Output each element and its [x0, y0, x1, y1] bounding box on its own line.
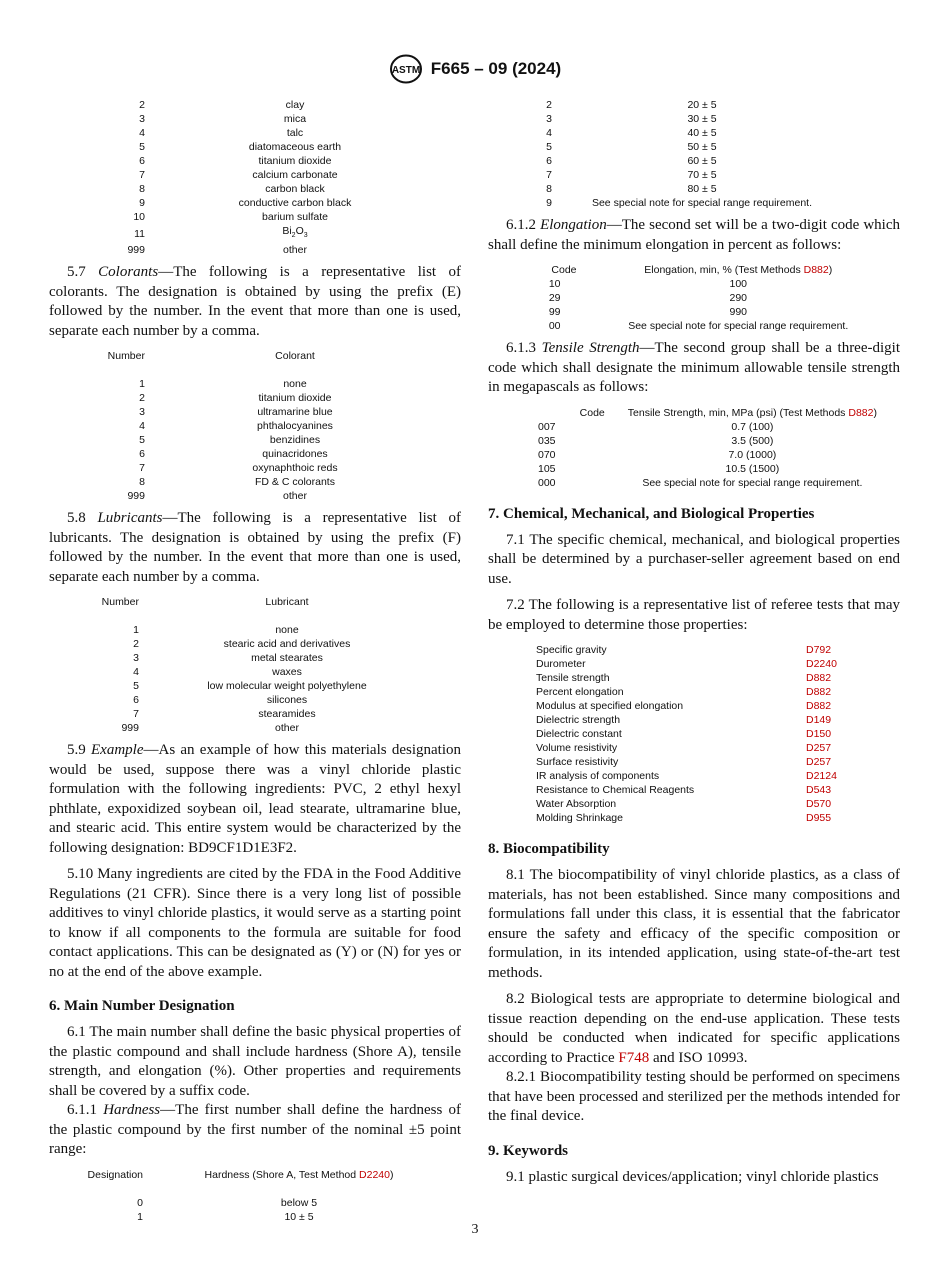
para-6-1-2: 6.1.2 Elongation—The second set will be a two-digit code which shall define the minimum elongation in percent as follows:	[488, 217, 900, 253]
page-number: 3	[471, 1222, 479, 1237]
table-header: Number Colorant	[107, 350, 315, 363]
fillers-table	[49, 98, 445, 257]
document-title: F665 – 09 (2024)	[430, 59, 562, 78]
table-row: 5 50 ± 5	[546, 141, 717, 153]
para-5-10: 5.10 Many ingredients are cited by the FDA in the Food Additive Regulations (21 CFR). Since there is a very long list of possible additives to vinyl chloride plastics, it would serve as a starting point to know if all components to the formula are suitable for food contact applications. This can be designated as (Y) or (N) for yes or no at the end of the above example.	[49, 866, 461, 980]
table-row: 4 phthalocyanines	[139, 420, 333, 433]
table-row: Percent elongation D882	[536, 685, 866, 699]
table-row: 035 3.5 (500)	[538, 434, 774, 447]
table-row: 999 other	[127, 244, 307, 257]
para-5-7: 5.7 Colorants—The following is a representative list of colorants. The designation is obtained by using the prefix (E) followed by the number. In the event that more than one is used, separate each number by a comma.	[49, 264, 461, 339]
ref-link[interactable]: D2124	[806, 770, 837, 782]
table-row: 6 60 ± 5	[546, 155, 717, 167]
table-row: 1 none	[139, 378, 307, 391]
lubricants-table	[49, 595, 435, 735]
ref-link[interactable]: F748	[618, 1049, 650, 1066]
right-column	[488, 98, 900, 1187]
table-row: 5 benzidines	[139, 434, 321, 447]
table-row: 11 $Bi_2O_3$	[49, 224, 445, 243]
ref-link[interactable]: D257	[806, 742, 832, 754]
table-row: 007 0.7 (100)	[538, 420, 774, 433]
table-row: 7 oxynaphthoic reds	[139, 462, 338, 475]
ref-link[interactable]: D882	[806, 700, 832, 712]
table-row: 7 calcium carbonate	[139, 169, 338, 181]
table-header: Code Elongation, min, % (Test Methods D882)	[551, 264, 833, 276]
table-row: 3 mica	[139, 113, 307, 125]
para-8-2: 8.2 Biological tests are appropriate to determine biological and tissue reaction depending on the end-use application. These tests should be conducted when indicated for specific applications according to Practice F748 and ISO 10993.	[488, 991, 900, 1066]
table-row: Tensile strength D882	[536, 671, 866, 685]
ref-link[interactable]: D2240	[806, 658, 837, 670]
table-row: 2 titanium dioxide	[139, 392, 332, 405]
table-header: Designation Hardness (Shore A, Test Method D2240)	[87, 1168, 394, 1181]
table-row: 99 990	[548, 306, 748, 318]
table-row: 5 diatomaceous earth	[139, 141, 342, 153]
table-row: 7 70 ± 5	[546, 169, 717, 181]
para-6-1-1: 6.1.1 Hardness—The first number shall define the hardness of the plastic compound by the first number of the nominal ±5 point range:	[49, 1102, 461, 1158]
table-row: 999 other	[127, 490, 307, 503]
table-row: 29 290	[548, 292, 748, 304]
ref-link[interactable]: D150	[806, 728, 832, 740]
table-row: 8 FD & C colorants	[139, 476, 335, 489]
table-row: IR analysis of components D2124	[536, 769, 866, 783]
table-row: 4 talc	[139, 127, 304, 139]
para-7-2: 7.2 The following is a representative list of referee tests that may be employed to determine those properties:	[488, 597, 900, 633]
svg-text:ASTM: ASTM	[391, 65, 420, 76]
table-row: 3 30 ± 5	[546, 113, 717, 125]
referee-tests-table	[536, 643, 866, 825]
table-row: Resistance to Chemical Reagents D543	[536, 783, 866, 797]
table-row: 3 ultramarine blue	[139, 406, 333, 419]
table-row: 1 none	[133, 624, 299, 637]
table-header: Code Tensile Strength, min, MPa (psi) (Test Methods D882)	[579, 406, 877, 419]
table-row: Volume resistivity D257	[536, 741, 866, 755]
table-row: 5 low molecular weight polyethylene	[133, 680, 367, 693]
table-row: 070 7.0 (1000)	[538, 448, 777, 461]
left-column	[49, 98, 461, 1230]
ref-link[interactable]: D792	[806, 644, 832, 656]
astm-logo-icon	[389, 54, 423, 84]
table-row: 105 10.5 (1500)	[538, 462, 780, 475]
para-5-9: 5.9 Example—As an example of how this materials designation would be used, suppose there was a vinyl chloride plastic formulation with the following ingredients: PVC, 2 ethyl hexyl phthlate, expoxidized soybean oil, lead stearate, ultramarine blue, and stearic acid. This entire system would be characterized by the following designation: BD9CF1D1E3F2.	[49, 742, 461, 856]
table-row: 6 quinacridones	[139, 448, 328, 461]
table-header: Number Lubricant	[101, 596, 309, 609]
table-row: Dielectric constant D150	[536, 727, 866, 741]
para-6-1-3: 6.1.3 Tensile Strength—The second group shall be a three-digit code which shall designate the minimum allowable tensile strength in megapascals as follows:	[488, 340, 900, 395]
ref-link[interactable]: D882	[806, 672, 832, 684]
table-row: 7 stearamides	[133, 708, 316, 721]
table-row: Dielectric strength D149	[536, 713, 866, 727]
table-row: Durometer D2240	[536, 657, 866, 671]
ref-link[interactable]: D2240	[359, 1168, 390, 1181]
tensile-table	[488, 406, 900, 490]
para-8-1: 8.1 The biocompatibility of vinyl chloride plastics, as a class of materials, has not been established. Since many compositions and formulations fall under this class, it is essential that the fabricator ensure the safety and efficacy of the specific composition or formulation, in its intended application, using state-of-the-art test methods.	[488, 867, 900, 981]
para-6-1: 6.1 The main number shall define the basic physical properties of the plastic compound and shall include hardness (Shore A), tensile strength, and elongation (%). Other properties and requirements shall be covered by a suffix code.	[49, 1024, 461, 1099]
ref-link[interactable]: D955	[806, 812, 832, 824]
page-header	[0, 54, 950, 84]
table-row: Water Absorption D570	[536, 797, 866, 811]
elongation-table	[488, 263, 900, 333]
table-row: 10 100	[548, 278, 748, 290]
hardness-table	[49, 1168, 455, 1224]
table-row: 0 below 5	[137, 1196, 318, 1209]
colorants-table	[49, 349, 445, 503]
ref-link[interactable]: D882	[803, 264, 829, 276]
table-row: 000 See special note for special range requirement.	[538, 476, 863, 489]
ref-link[interactable]: D257	[806, 756, 832, 768]
table-row: 4 waxes	[133, 666, 302, 679]
ref-link[interactable]: D543	[806, 784, 832, 796]
table-row: Molding Shrinkage D955	[536, 811, 866, 825]
hardness-table-continued	[488, 98, 852, 210]
table-row: 10 barium sulfate	[133, 211, 328, 223]
table-row: 1 10 ± 5	[137, 1210, 314, 1223]
table-row: 2 stearic acid and derivatives	[133, 638, 351, 651]
section-9-heading: 9. Keywords	[488, 1142, 568, 1159]
table-row: 2 20 ± 5	[546, 99, 717, 111]
table-row: 8 carbon black	[139, 183, 325, 195]
filler-bi2o3: $Bi_2O_3$	[282, 225, 308, 240]
table-row: 999 other	[121, 722, 299, 735]
table-row: Surface resistivity D257	[536, 755, 866, 769]
table-row: 8 80 ± 5	[546, 183, 717, 195]
table-row: 00 See special note for special range requirement.	[548, 320, 849, 332]
table-row: 9 See special note for special range requirement.	[546, 197, 813, 209]
ref-link[interactable]: D570	[806, 798, 832, 810]
para-5-8: 5.8 Lubricants—The following is a representative list of lubricants. The designation is obtained by using the prefix (F) followed by the number. In the event that more than one is used, separate each number by a comma.	[49, 510, 461, 585]
para-8-2-1: 8.2.1 Biocompatibility testing should be performed on specimens that have been processed and sterilized per the methods intended for the final device.	[488, 1069, 900, 1124]
section-7-heading: 7. Chemical, Mechanical, and Biological Properties	[488, 505, 815, 522]
ref-link[interactable]: D882	[806, 686, 832, 698]
para-9-1: 9.1 plastic surgical devices/application; vinyl chloride plastics	[506, 1168, 879, 1185]
para-7-1: 7.1 The specific chemical, mechanical, and biological properties shall be determined by a purchaser-seller agreement based on end use.	[488, 531, 900, 587]
table-row: 2 clay	[139, 99, 305, 111]
table-row: 6 silicones	[133, 694, 308, 707]
table-row: 9 conductive carbon black	[139, 197, 352, 209]
table-row: 4 40 ± 5	[546, 127, 717, 139]
table-row: 6 titanium dioxide	[139, 155, 332, 167]
section-6-heading: 6. Main Number Designation	[49, 998, 235, 1015]
table-row: Modulus at specified elongation D882	[536, 699, 866, 713]
table-row: 3 metal stearates	[133, 652, 323, 665]
table-row: Specific gravity D792	[536, 643, 866, 657]
ref-link[interactable]: D149	[806, 714, 832, 726]
ref-link[interactable]: D882	[848, 406, 874, 419]
section-8-heading: 8. Biocompatibility	[488, 841, 610, 857]
